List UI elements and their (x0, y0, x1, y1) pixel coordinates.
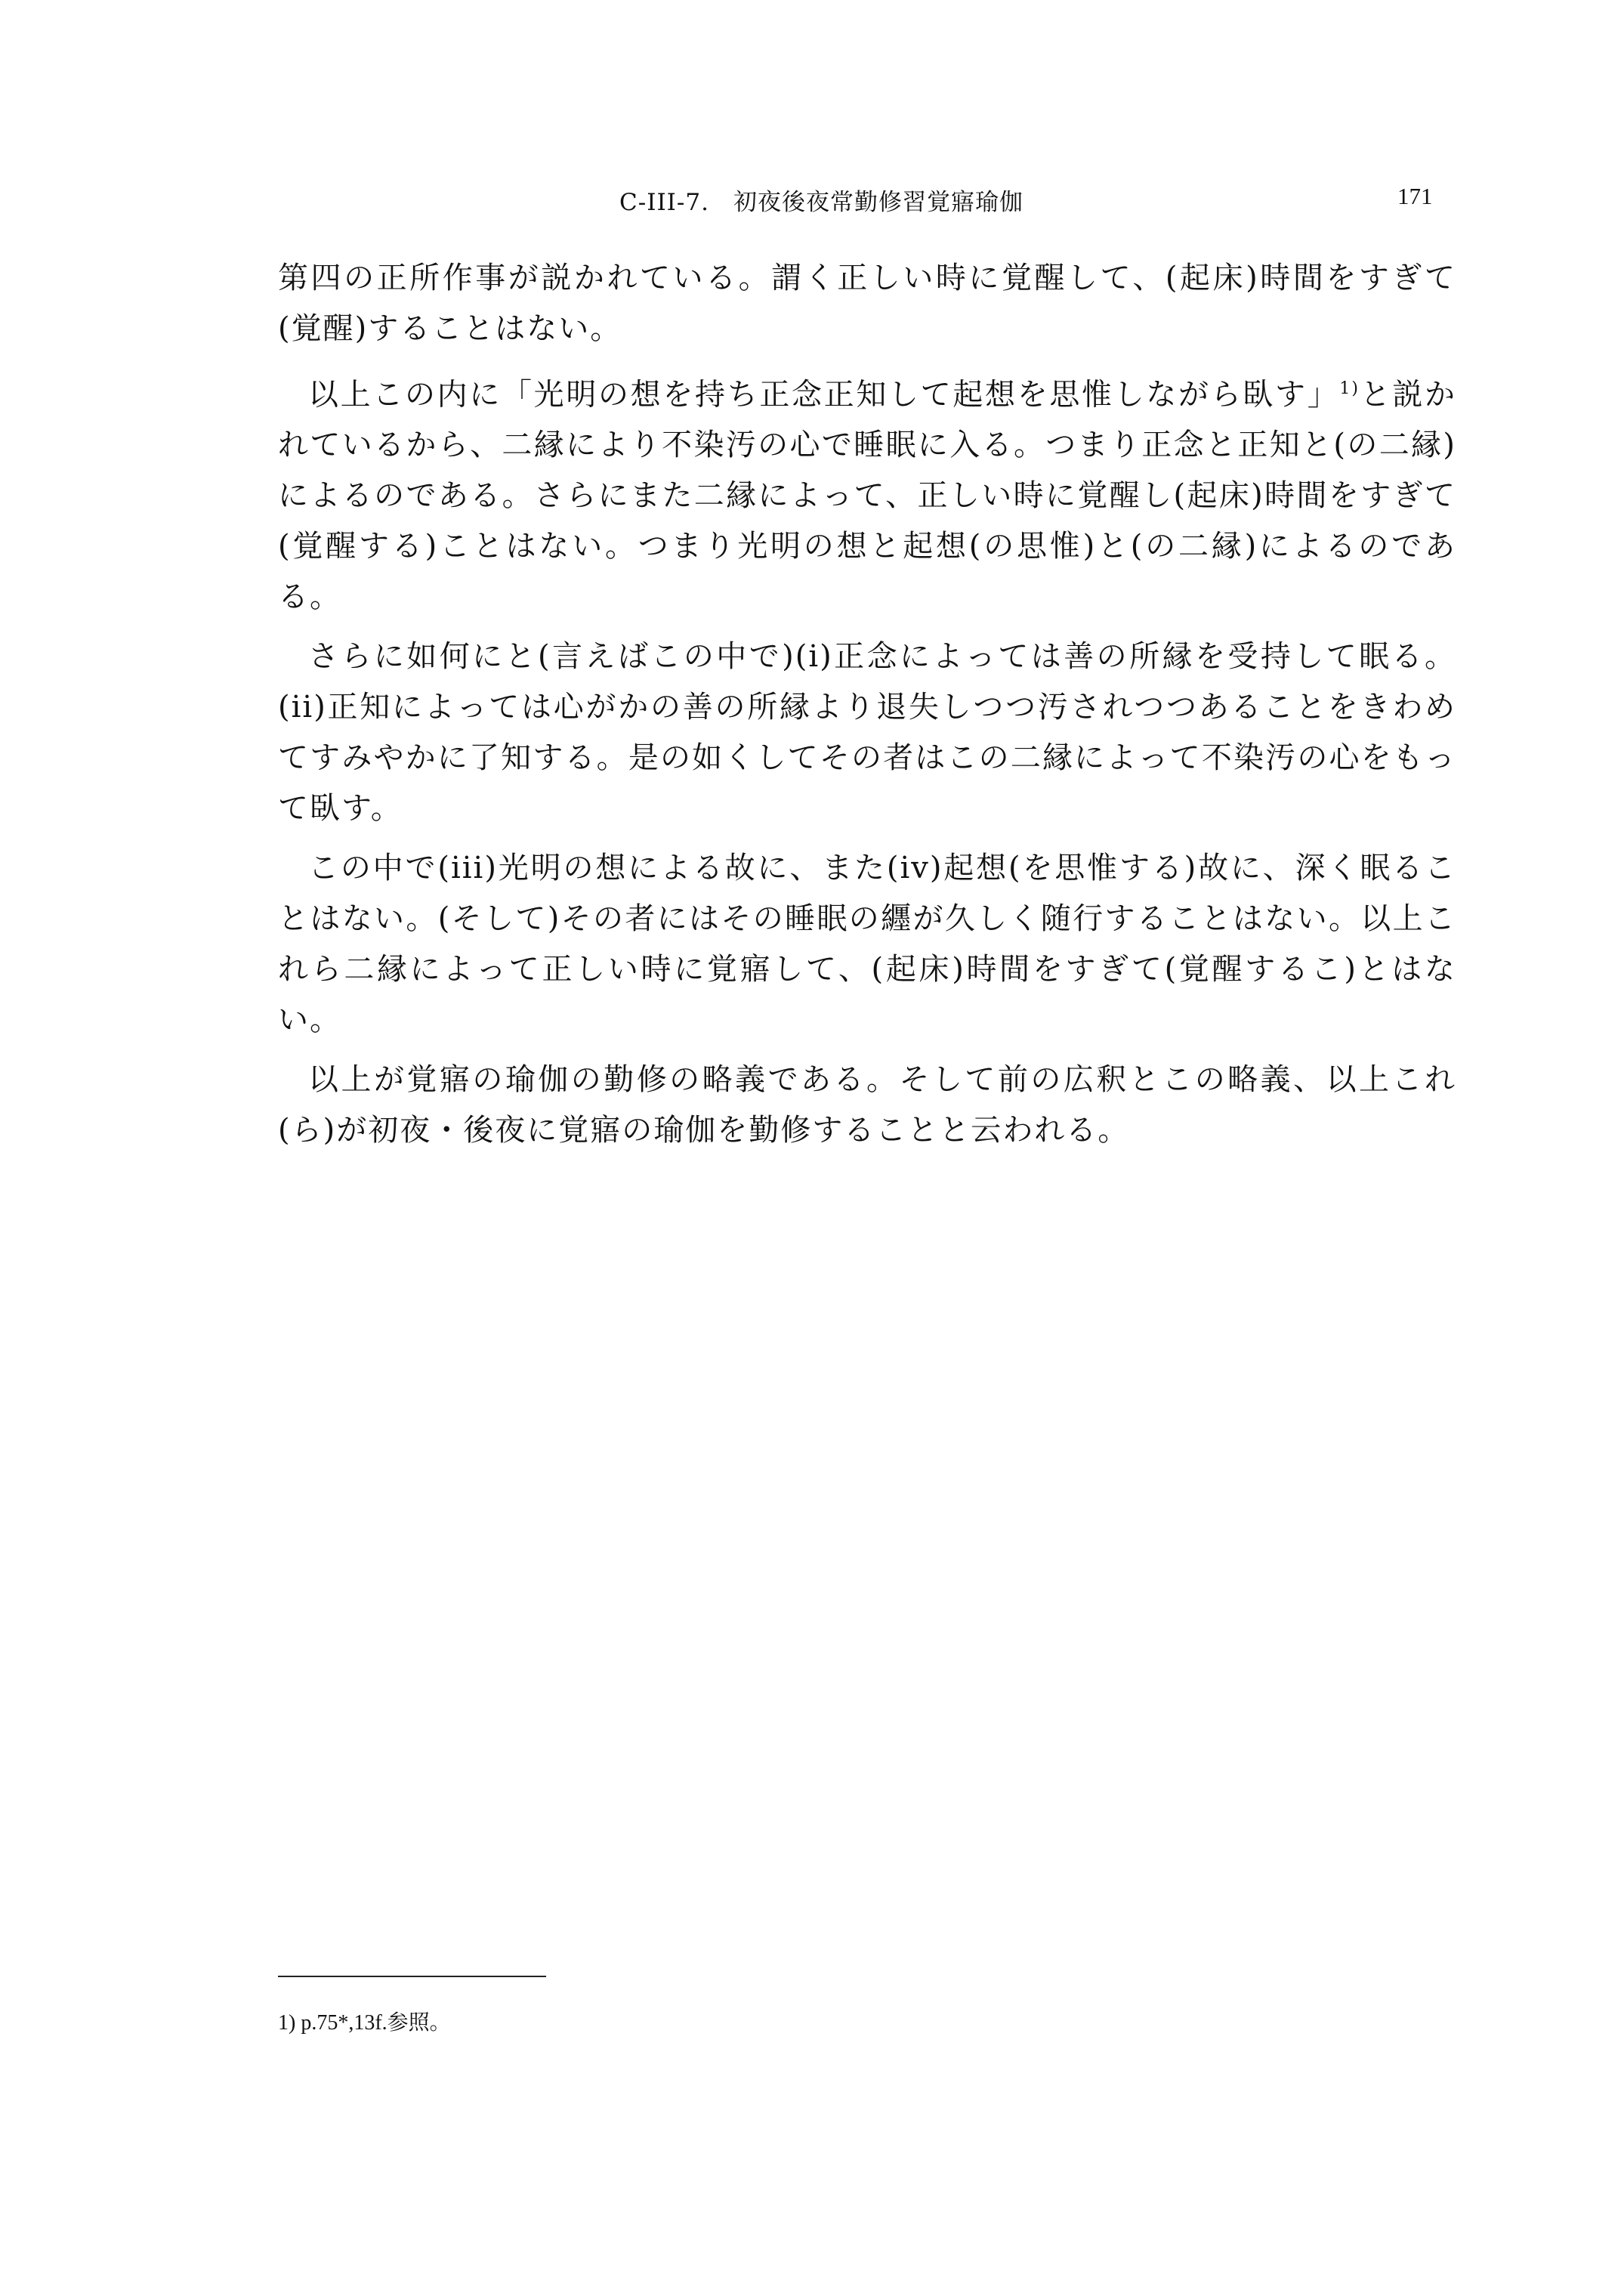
paragraph-3: さらに如何にと(言えばこの中で)(i)正念によっては善の所縁を受持して眠る。(ii)正知によっては心がかの善の所縁より退失しつつ汚されつつあることをきわめてすみやかに了知する。是の如くしてその者はこの二縁によって不染汚の心をもって臥す。 (278, 639, 1456, 827)
body-text (278, 253, 1456, 1165)
paragraph-2 (278, 363, 1456, 623)
paragraph-5: 以上が覚寤の瑜伽の勤修の略義である。そして前の広釈とこの略義、以上これ(ら)が初夜・後夜に覚寤の瑜伽を勤修することと云われる。 (278, 1062, 1456, 1148)
running-head: C-III-7. 初夜後夜常勤修習覚寤瑜伽 (619, 189, 1023, 216)
page-number: 171 (1397, 183, 1433, 209)
paragraph-1: 第四の正所作事が説かれている。謂く正しい時に覚醒して、(起床)時間をすぎて(覚醒)することはない。 (278, 261, 1456, 346)
footnote-marker: 1) (1339, 379, 1360, 398)
paragraph-2-after: と説かれているから、二縁により不染汚の心で睡眠に入る。つまり正念と正知と(の二縁)によるのである。さらにまた二縁によって、正しい時に覚醒し(起床)時間をすぎて(覚醒する)ことはない。つまり光明の想と起想(の思惟)と(の二縁)によるのである。 (278, 377, 1457, 615)
paragraph-2-before: 以上この内に「光明の想を持ち正念正知して起想を思惟しながら臥す」 (308, 377, 1340, 413)
paragraph-4: この中で(iii)光明の想による故に、また(iv)起想(を思惟する)故に、深く眠ることはない。(そして)その者にはその睡眠の纒が久しく随行することはない。以上これら二縁によって正しい時に覚寤して、(起床)時間をすぎて(覚醒するこ)とはない。 (278, 851, 1456, 1038)
footnote-divider (278, 1976, 546, 1977)
footnote: 1) p.75*,13f.参照。 (278, 2011, 451, 2035)
